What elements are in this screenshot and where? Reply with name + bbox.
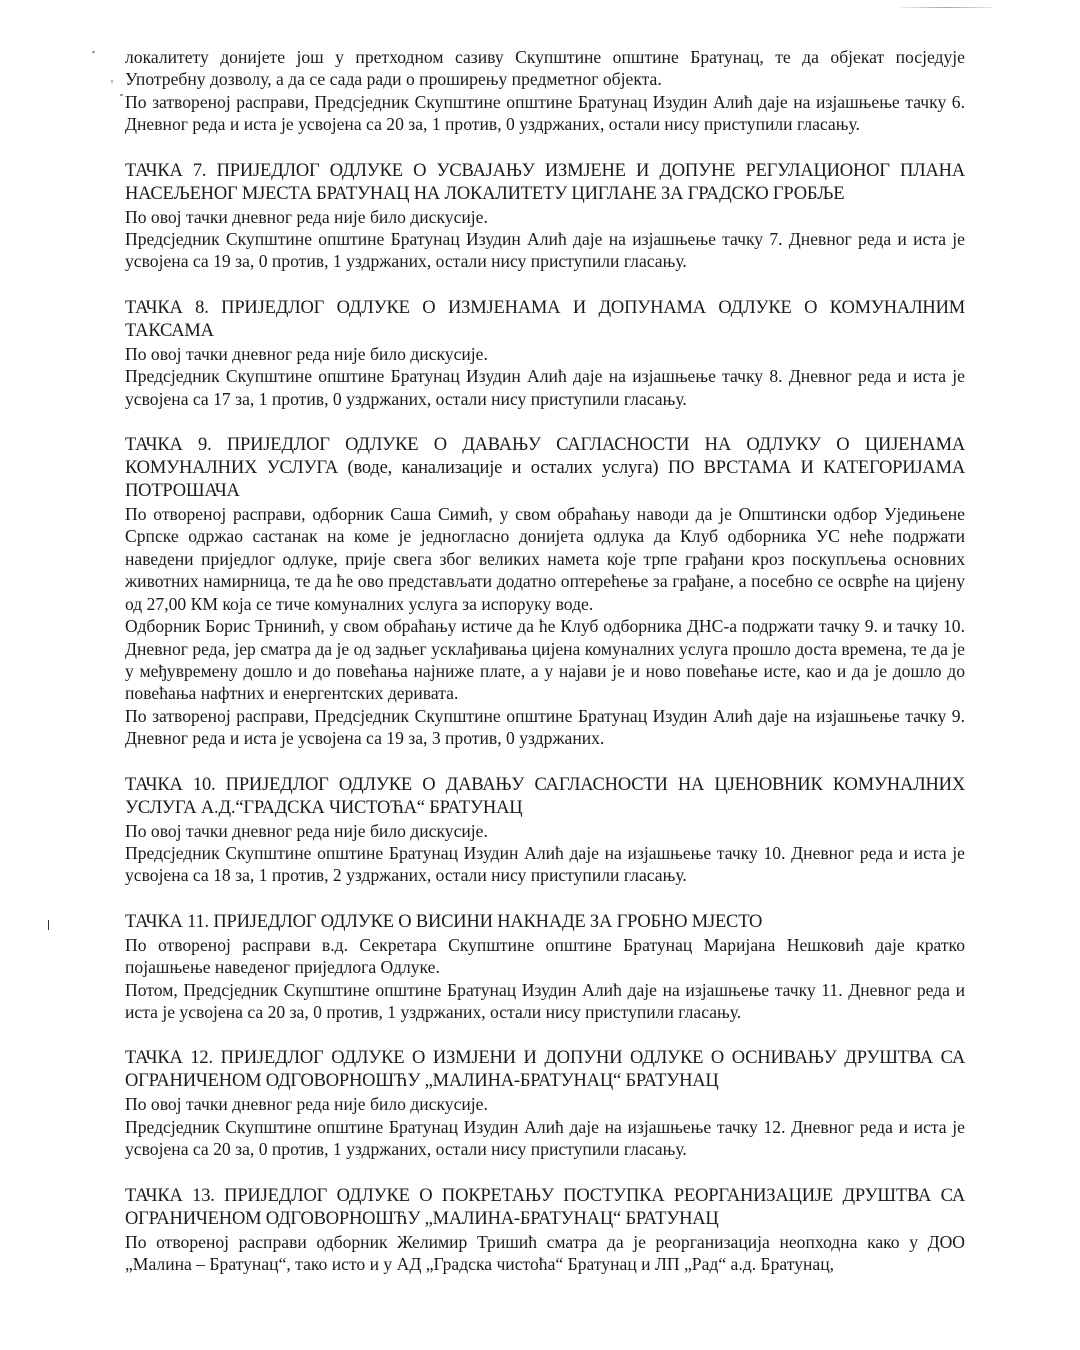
agenda-item-heading: ТАЧКА 11. ПРИЈЕДЛОГ ОДЛУКЕ О ВИСИНИ НАКНАДЕ ЗА ГРОБНО МЈЕСТО [125, 911, 763, 932]
paragraph: Предсједник Скупштине општине Братунац Изудин Алић даје на изјашњење тачку 12. Дневног реда и иста је усвојена са 20 за, 0 против, 1 уздржаних, остали нису приступили гласању. [125, 1116, 965, 1160]
paragraph: По овој тачки дневног реда није било дискусије. [125, 343, 488, 364]
scan-artifact-mark [120, 94, 123, 96]
paragraph: По овој тачки дневног реда није било дискусије. [125, 1094, 488, 1115]
paragraph: По отвореној расправи одборник Желимир Тришић сматра да је реорганизација неопходна како у ДОО „Малина – Братунац“, тако исто и у АД „Градска чистоћа“ Братунац и ЛП „Рад“ а.д. Братунац, [125, 1231, 965, 1274]
agenda-item-heading: ТАЧКА 9. ПРИЈЕДЛОГ ОДЛУКЕ О ДАВАЊУ САГЛАСНОСТИ НА ОДЛУКУ О ЦИЈЕНАМА КОМУНАЛНИХ УСЛУГА (воде, канализације и осталих услуга) ПО ВРСТАМА И КАТЕГОРИЈАМА ПОТРОШАЧА [125, 435, 965, 502]
agenda-item-heading: ТАЧКА 13. ПРИЈЕДЛОГ ОДЛУКЕ О ПОКРЕТАЊУ ПОСТУПКА РЕОРГАНИЗАЦИЈЕ ДРУШТВА СА ОГРАНИЧЕНОМ ОДГОВОРНОШЋУ „МАЛИНА-БРАТУНАЦ“ БРАТУНАЦ [125, 1185, 965, 1229]
paragraph: По отвореној расправи в.д. Секретара Скупштине општине Братунац Маријана Нешковић даје кратко појашњење наведеног приједлога Одлуке. [125, 934, 965, 978]
paragraph: По отвореној расправи, одборник Саша Симић, у свом обраћању наводи да је Општински одбор Уједињене Српске одржао састанак на коме је једногласно донијета одлука да Клуб одборника УС неће подржати наведени приједлог одлуке, прије свега због великих намета које трпе грађани кроз поскупљења основних животних намирница, те да ће ово представљати додатно оптерећење за грађане, а посебно се осврће на цијену од 27,00 КМ која се тиче комуналних услуга за испоруку воде. [125, 504, 965, 614]
agenda-item-12 [125, 1047, 965, 1160]
intro-block [125, 46, 965, 136]
agenda-item-11 [125, 911, 965, 1024]
agenda-item-13 [125, 1185, 965, 1276]
paragraph: По затвореној расправи, Предсједник Скупштине општине Братунац Изудин Алић даје на изјашњење тачку 9. Дневног реда и иста је усвојена са 19 за, 3 против, 0 уздржаних. [125, 705, 965, 749]
document-page [125, 46, 965, 1275]
agenda-item-10 [125, 774, 965, 887]
paragraph: Предсједник Скупштине општине Братунац Изудин Алић даје на изјашњење тачку 10. Дневног реда и иста је усвојена са 18 за, 1 против, 2 уздржаних, остали нису приступили гласању. [125, 842, 965, 886]
agenda-item-heading: ТАЧКА 12. ПРИЈЕДЛОГ ОДЛУКЕ О ИЗМЈЕНИ И ДОПУНИ ОДЛУКЕ О ОСНИВАЊУ ДРУШТВА СА ОГРАНИЧЕНОМ ОДГОВОРНОШЋУ „МАЛИНА-БРАТУНАЦ“ БРАТУНАЦ [125, 1048, 965, 1092]
agenda-item-heading: ТАЧКА 7. ПРИЈЕДЛОГ ОДЛУКЕ О УСВАЈАЊУ ИЗМЈЕНЕ И ДОПУНЕ РЕГУЛАЦИОНОГ ПЛАНА НАСЕЉЕНОГ МЈЕСТА БРАТУНАЦ НА ЛОКАЛИТЕТУ ЦИГЛАНЕ ЗА ГРАДСКО ГРОБЉЕ [125, 160, 965, 204]
paragraph: По затвореној расправи, Предсједник Скупштине општине Братунац Изудин Алић даје на изјашњење тачку 6. Дневног реда и иста је усвојена са 20 за, 1 против, 0 уздржаних, остали нису приступили гласању. [125, 91, 965, 135]
paragraph: локалитету донијете још у претходном сазиву Скупштине општине Братунац, те да објекат посједује Употребну дозволу, а да се сада ради о проширењу предметног објекта. [125, 47, 965, 90]
paragraph: По овој тачки дневног реда није било дискусије. [125, 820, 488, 841]
scan-artifact-mark [92, 50, 96, 53]
agenda-item-7 [125, 160, 965, 273]
scan-artifact-mark [48, 920, 49, 930]
paragraph: Потом, Предсједник Скупштине општине Братунац Изудин Алић даје на изјашњење тачку 11. Дневног реда и иста је усвојена са 20 за, 0 против, 1 уздржаних, остали нису приступили гласању. [125, 979, 965, 1022]
paragraph: Одборник Борис Трнинић, у свом обраћању истиче да ће Клуб одборника ДНС-а подржати тачку 9. и тачку 10. Дневног реда, јер сматра да је од задњег усклађивања цијена комуналних услуга прошло доста времена, те да је у међувремену дошло и до повећања најниже плате, а у најави је и ново повећање исте, као и да је дошло до повећања нафтних и енергентских деривата. [125, 616, 965, 704]
agenda-item-heading: ТАЧКА 10. ПРИЈЕДЛОГ ОДЛУКЕ О ДАВАЊУ САГЛАСНОСТИ НА ЦЈЕНОВНИК КОМУНАЛНИХ УСЛУГА А.Д.“ГРАДСКА ЧИСТОЋА“ БРАТУНАЦ [125, 774, 965, 818]
agenda-item-9 [125, 434, 965, 749]
agenda-item-8 [125, 297, 965, 410]
scan-artifact-line [900, 7, 992, 8]
paragraph: Предсједник Скупштине општине Братунац Изудин Алић даје на изјашњење тачку 8. Дневног реда и иста је усвојена са 17 за, 1 против, 0 уздржаних, остали нису приступили гласању. [125, 366, 965, 409]
agenda-item-heading: ТАЧКА 8. ПРИЈЕДЛОГ ОДЛУКЕ О ИЗМЈЕНАМА И ДОПУНАМА ОДЛУКЕ О КОМУНАЛНИМ ТАКСАМА [125, 297, 965, 341]
scan-artifact-mark [111, 80, 113, 83]
paragraph: По овој тачки дневног реда није било дискусије. [125, 206, 488, 227]
paragraph: Предсједник Скупштине општине Братунац Изудин Алић даје на изјашњење тачку 7. Дневног реда и иста је усвојена са 19 за, 0 против, 1 уздржаних, остали нису приступили гласању. [125, 229, 965, 272]
